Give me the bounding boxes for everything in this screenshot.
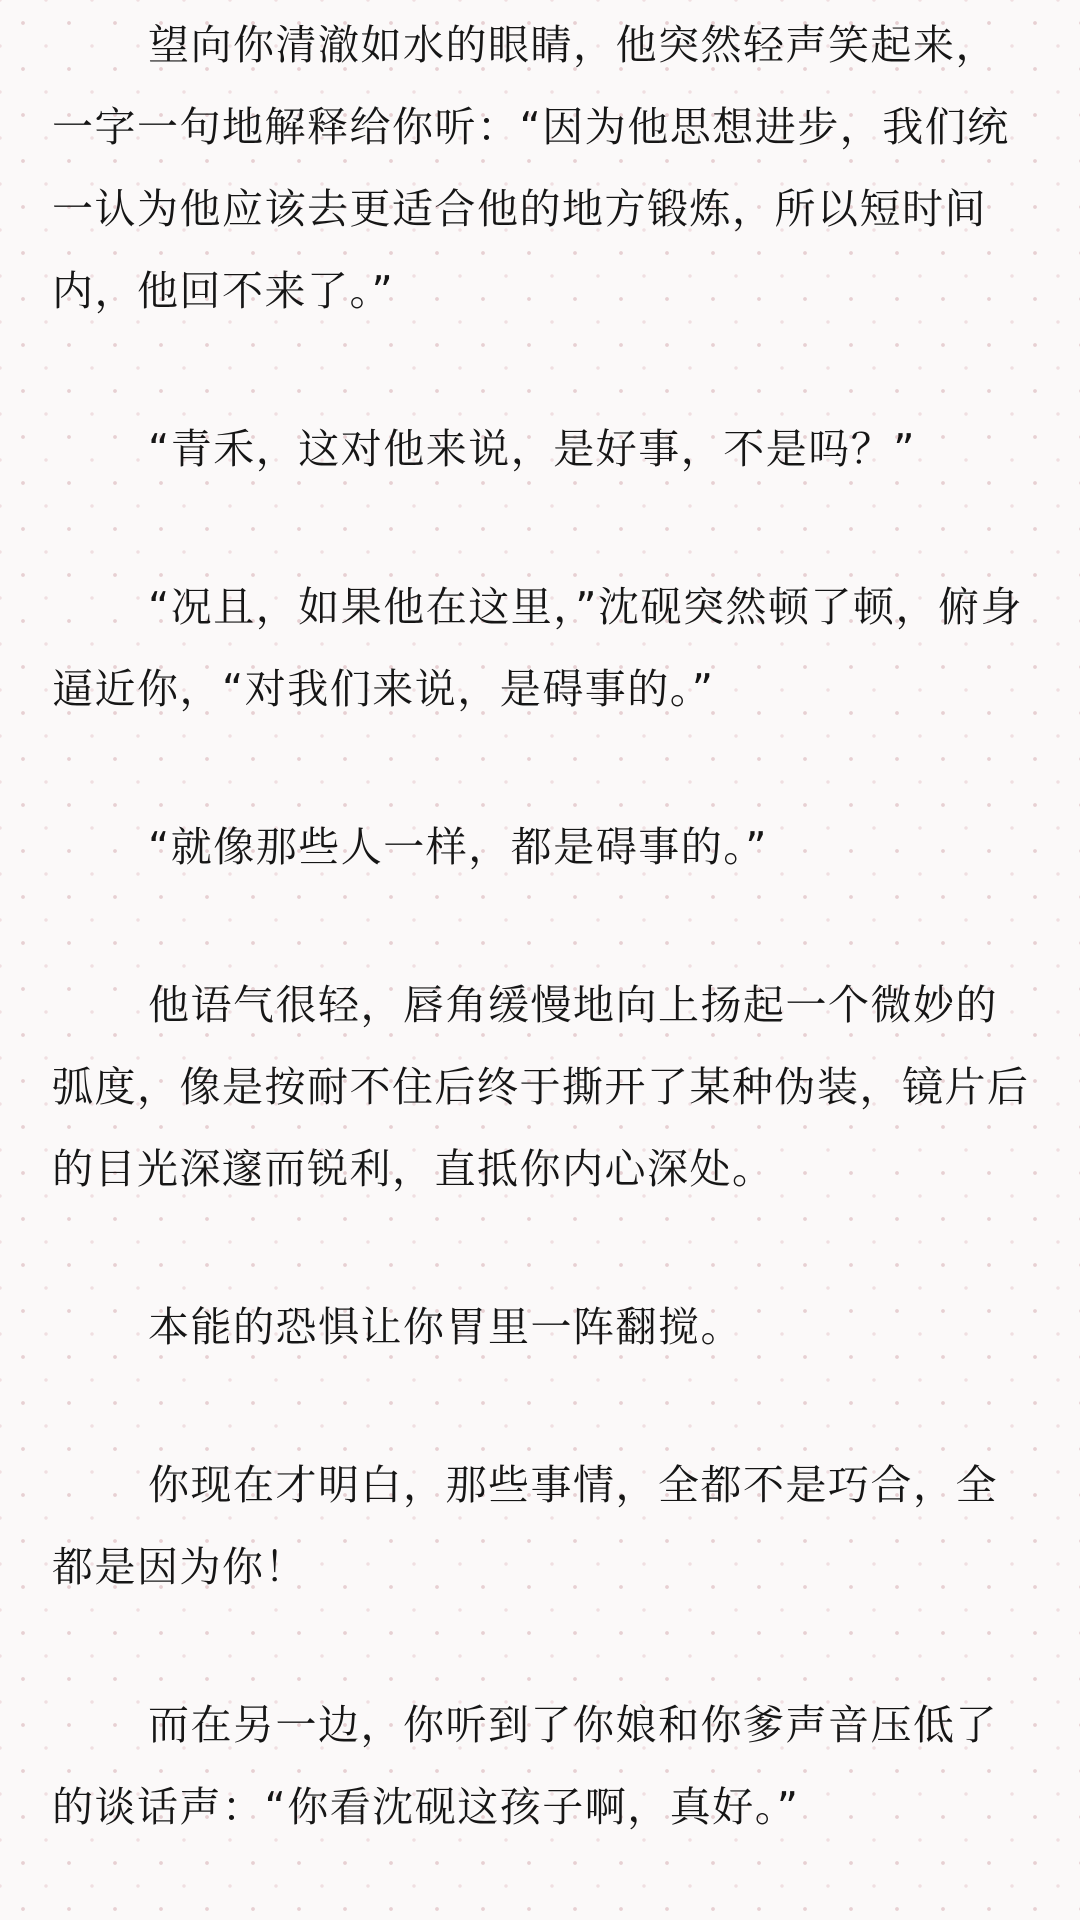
paragraph-5: 他语气很轻，唇角缓慢地向上扬起一个微妙的弧度，像是按耐不住后终于撕开了某种伪装，镜片后的目光深邃而锐利，直抵你内心深处。 — [52, 981, 1030, 1193]
paragraph-1: 望向你清澈如水的眼睛，他突然轻声笑起来，一字一句地解释给你听：“因为他思想进步，我们统一认为他应该去更适合他的地方锻炼，所以短时间内，他回不来了。” — [52, 21, 1010, 315]
paragraph-4: “就像那些人一样，都是碍事的。” — [148, 823, 768, 871]
paragraph-6: 本能的恐惧让你胃里一阵翻搅。 — [148, 1303, 743, 1351]
story-text — [52, 4, 1032, 1848]
paragraph-2: “青禾，这对他来说，是好事，不是吗？” — [148, 425, 916, 473]
paragraph-7: 你现在才明白，那些事情，全都不是巧合，全都是因为你！ — [52, 1461, 998, 1591]
paragraph-3: “况且，如果他在这里，”沈砚突然顿了顿，俯身逼近你，“对我们来说，是碍事的。” — [52, 583, 1023, 713]
paragraph-8: 而在另一边，你听到了你娘和你爹声音压低了的谈话声：“你看沈砚这孩子啊，真好。” — [52, 1701, 998, 1831]
